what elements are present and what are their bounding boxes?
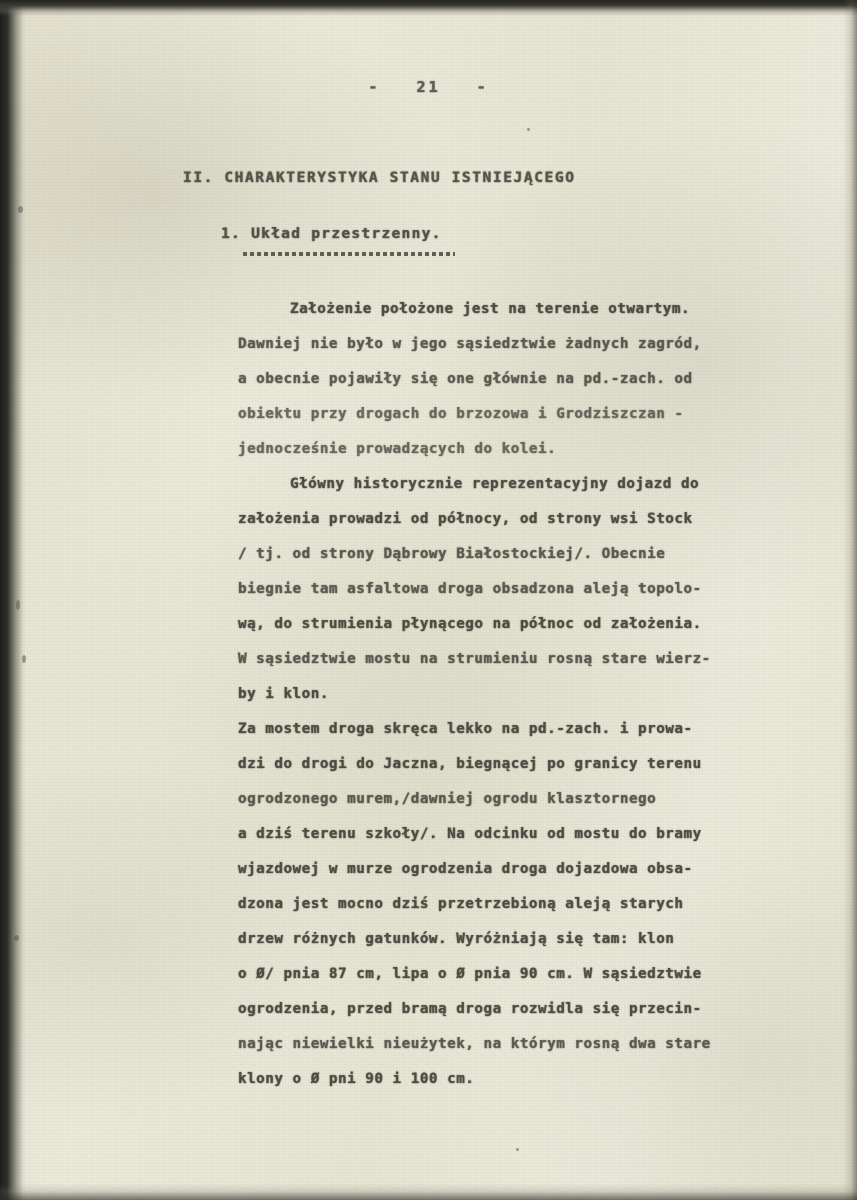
- body-line: / tj. od strony Dąbrowy Białostockiej/. Obecnie: [238, 546, 666, 562]
- body-line: nając niewielki nieużytek, na którym rosną dwa stare: [238, 1036, 711, 1052]
- scan-edge-bottom: [0, 1184, 857, 1200]
- body-line: jednocześnie prowadzących do kolei.: [238, 441, 557, 457]
- body-line: dzi do drogi do Jaczna, biegnącej po granicy terenu: [238, 756, 702, 772]
- body-line: Dawniej nie było w jego sąsiedztwie żadnych zagród,: [238, 336, 702, 352]
- body-line: ogrodzonego murem,/dawniej ogrodu klasztornego: [238, 791, 657, 807]
- body-line: wą, do strumienia płynącego na północ od założenia.: [238, 616, 702, 632]
- body-line: Główny historycznie reprezentacyjny dojazd do: [290, 476, 700, 492]
- scan-edge-top: [0, 0, 857, 16]
- scan-speck: [516, 1148, 519, 1151]
- body-line: założenia prowadzi od północy, od strony wsi Stock: [238, 511, 693, 527]
- body-line: a dziś terenu szkoły/. Na odcinku od mostu do bramy: [238, 826, 702, 842]
- page-number: - 21 -: [368, 78, 489, 96]
- body-line: o Ø/ pnia 87 cm, lipa o Ø pnia 90 cm. W sąsiedztwie: [238, 966, 702, 982]
- scan-speck: [16, 600, 20, 610]
- scan-speck: [18, 206, 23, 213]
- subsection-heading: 1. Układ przestrzenny.: [221, 226, 442, 242]
- body-line: biegnie tam asfaltowa droga obsadzona aleją topolo-: [238, 581, 702, 597]
- body-line: drzew różnych gatunków. Wyróżniają się tam: klon: [238, 931, 675, 947]
- body-line: wjazdowej w murze ogrodzenia droga dojazdowa obsa-: [238, 861, 693, 877]
- subsection-heading-underline: [243, 252, 455, 256]
- body-line: ogrodzenia, przed bramą droga rozwidla się przecin-: [238, 1001, 702, 1017]
- body-line: Założenie położone jest na terenie otwartym.: [290, 301, 691, 317]
- scan-speck: [14, 935, 19, 941]
- body-line: obiektu przy drogach do brzozowa i Grodziszczan -: [238, 406, 684, 422]
- section-heading: II. CHARAKTERYSTYKA STANU ISTNIEJĄCEGO: [183, 170, 576, 186]
- scan-speck: [527, 128, 530, 131]
- scan-edge-left: [0, 0, 26, 1200]
- scan-speck: [22, 655, 26, 663]
- body-line: klony o Ø pni 90 i 100 cm.: [238, 1071, 475, 1087]
- body-text: [238, 292, 838, 1097]
- scan-edge-right: [843, 0, 857, 1200]
- body-line: W sąsiedztwie mostu na strumieniu rosną stare wierz-: [238, 651, 711, 667]
- body-line: a obecnie pojawiły się one głównie na pd.-zach. od: [238, 371, 693, 387]
- body-line: by i klon.: [238, 686, 329, 702]
- body-line: Za mostem droga skręca lekko na pd.-zach. i prowa-: [238, 721, 693, 737]
- body-line: dzona jest mocno dziś przetrzebioną aleją starych: [238, 896, 684, 912]
